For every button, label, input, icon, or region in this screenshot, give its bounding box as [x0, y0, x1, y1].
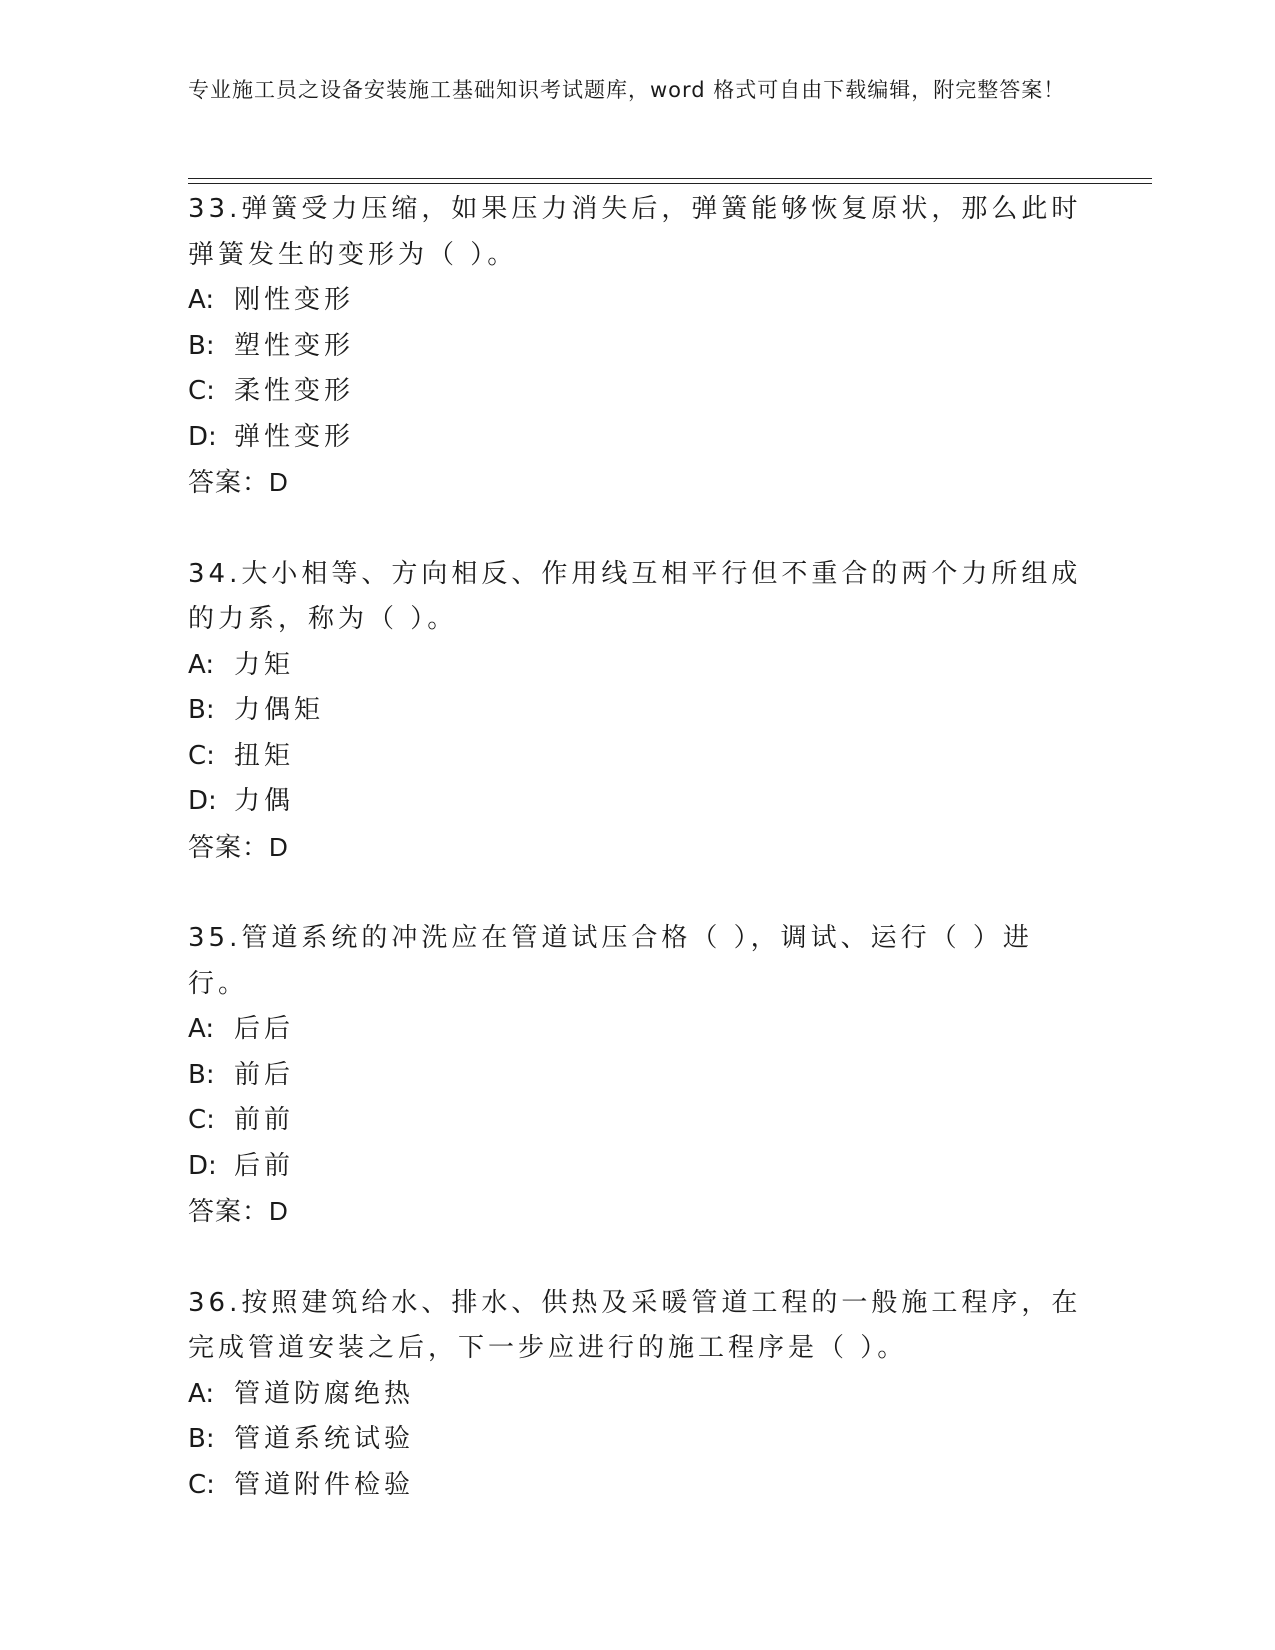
option-letter: B: [188, 1059, 215, 1090]
option-text: 力矩 [234, 649, 295, 680]
option-text: 柔性变形 [234, 376, 355, 406]
option-a [188, 1372, 1088, 1418]
question-list [188, 187, 1088, 1554]
option-c [188, 1098, 1088, 1144]
option-text: 管道防腐绝热 [234, 1378, 415, 1409]
question-text: 33.弹簧受力压缩，如果压力消失后，弹簧能够恢复原状，那么此时弹簧发生的变形为（ ）。 [188, 194, 1082, 270]
option-text: 前后 [234, 1059, 295, 1090]
question-33 [188, 187, 1088, 506]
option-letter: A: [188, 285, 215, 315]
option-letter: C: [188, 740, 215, 771]
option-text: 扭矩 [234, 740, 295, 771]
option-d [188, 415, 1088, 461]
option-c [188, 369, 1088, 415]
option-letter: D: [188, 786, 217, 816]
option-letter: A: [188, 649, 215, 680]
option-text: 管道系统试验 [234, 1424, 415, 1454]
question-text: 36.按照建筑给水、排水、供热及采暖管道工程的一般施工程序，在完成管道安装之后，下一步应进行的施工程序是（ ）。 [188, 1287, 1082, 1363]
question-35 [188, 916, 1088, 1235]
option-letter: C: [188, 1469, 215, 1500]
answer: 答案：D [188, 831, 289, 862]
option-text: 前前 [234, 1105, 295, 1135]
option-text: 弹性变形 [234, 421, 355, 452]
option-text: 后后 [234, 1014, 295, 1044]
document-header: 专业施工员之设备安装施工基础知识考试题库，word 格式可自由下载编辑，附完整答案！ [188, 78, 1066, 102]
option-b [188, 1417, 1088, 1463]
option-text: 管道附件检验 [234, 1469, 415, 1500]
option-letter: C: [188, 1105, 215, 1135]
option-text: 力偶 [234, 786, 295, 816]
answer: 答案：D [188, 467, 289, 497]
option-letter: A: [188, 1014, 215, 1044]
option-text: 塑性变形 [234, 330, 355, 361]
option-text: 力偶矩 [234, 695, 325, 725]
question-text: 35.管道系统的冲洗应在管道试压合格（ ），调试、运行（ ）进行。 [188, 923, 1033, 999]
option-c [188, 1463, 1088, 1509]
option-text: 后前 [234, 1150, 295, 1181]
header-divider-top [188, 178, 1152, 179]
option-c [188, 734, 1088, 780]
option-b [188, 1053, 1088, 1099]
question-text: 34.大小相等、方向相反、作用线互相平行但不重合的两个力所组成的力系，称为（ ）。 [188, 558, 1082, 634]
option-a [188, 1007, 1088, 1053]
option-d [188, 779, 1088, 825]
option-a [188, 278, 1088, 324]
option-letter: D: [188, 421, 217, 452]
option-letter: B: [188, 330, 215, 361]
option-letter: A: [188, 1378, 215, 1409]
option-letter: C: [188, 376, 215, 406]
header-divider-bottom [188, 183, 1152, 184]
option-letter: B: [188, 695, 215, 725]
option-d [188, 1144, 1088, 1190]
question-34 [188, 552, 1088, 871]
option-a [188, 643, 1088, 689]
option-letter: D: [188, 1150, 217, 1181]
answer: 答案：D [188, 1196, 289, 1226]
option-b [188, 688, 1088, 734]
question-36 [188, 1281, 1088, 1509]
option-text: 刚性变形 [234, 285, 355, 315]
option-letter: B: [188, 1424, 215, 1454]
option-b [188, 324, 1088, 370]
